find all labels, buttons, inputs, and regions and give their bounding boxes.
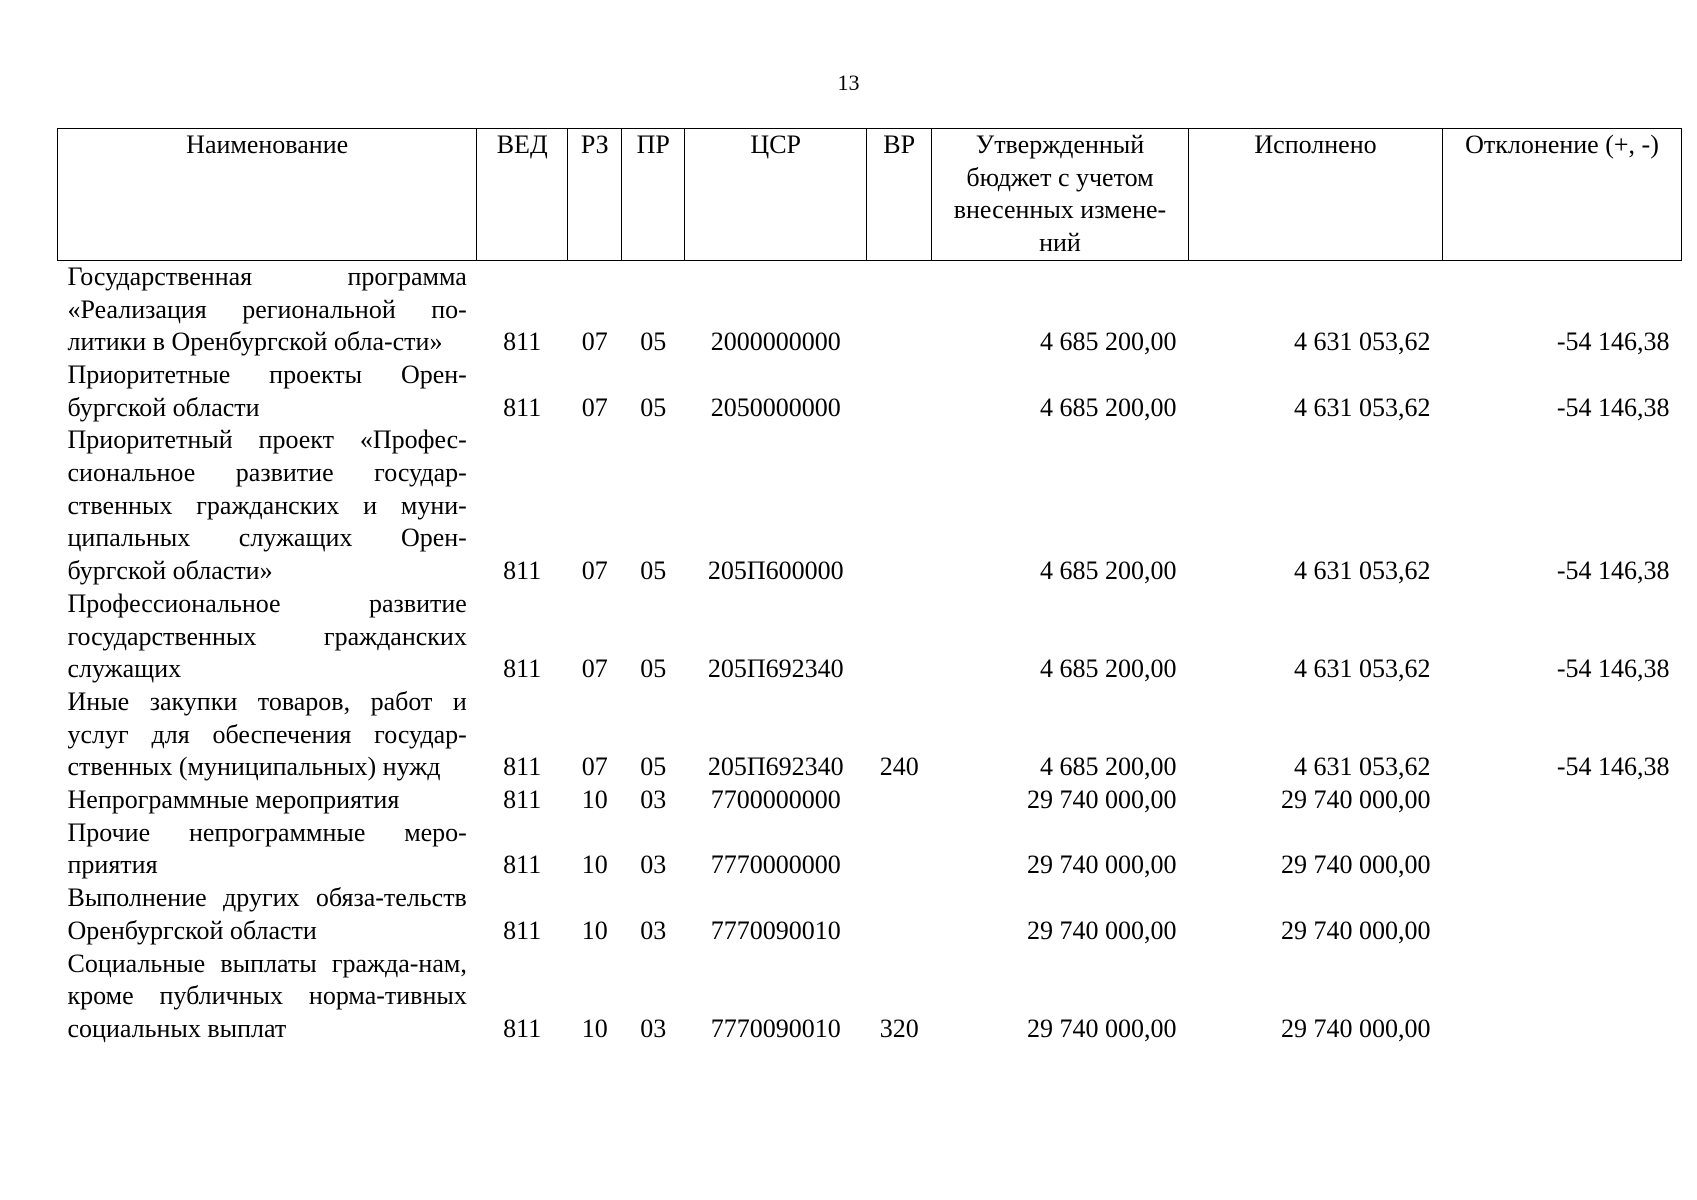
row-csr: 2050000000 bbox=[710, 392, 841, 422]
row-name: Приоритетные проекты Орен-бургской области bbox=[67, 359, 467, 422]
row-rz: 07 bbox=[581, 556, 608, 586]
row-csr: 7770000000 bbox=[710, 850, 841, 880]
row-ved: 811 bbox=[503, 654, 542, 684]
row-name: Государственная программа «Реализация региональной по-литики в Оренбургской обла-сти» bbox=[67, 261, 467, 357]
header-ved: ВЕД bbox=[477, 129, 568, 261]
header-executed: Исполнено bbox=[1189, 129, 1443, 261]
row-name: Иные закупки товаров, работ и услуг для обеспечения государ-ственных (муниципальных) нужд bbox=[67, 686, 467, 782]
header-name: Наименование bbox=[58, 129, 477, 261]
row-approved: 4 685 200,00 bbox=[1040, 654, 1177, 684]
row-rz: 10 bbox=[581, 850, 608, 880]
row-name: Социальные выплаты гражда-нам, кроме публичных норма-тивных социальных выплат bbox=[67, 948, 467, 1043]
table-row bbox=[58, 359, 1682, 424]
row-pr: 05 bbox=[640, 327, 667, 357]
row-deviation: -54 146,38 bbox=[1556, 752, 1670, 782]
page-number: 13 bbox=[837, 70, 860, 95]
row-vr bbox=[867, 882, 932, 947]
row-approved: 4 685 200,00 bbox=[1040, 327, 1177, 357]
table-row bbox=[58, 588, 1682, 686]
row-ved: 811 bbox=[503, 915, 542, 945]
row-pr: 03 bbox=[640, 1013, 667, 1043]
row-ved: 811 bbox=[503, 1013, 542, 1043]
row-executed: 4 631 053,62 bbox=[1294, 327, 1431, 357]
row-vr bbox=[867, 588, 932, 686]
row-ved: 811 bbox=[503, 785, 542, 815]
row-csr: 205П692340 bbox=[707, 752, 844, 782]
row-vr bbox=[867, 817, 932, 882]
row-rz: 07 bbox=[581, 327, 608, 357]
row-deviation: -54 146,38 bbox=[1556, 556, 1670, 586]
row-csr: 7700000000 bbox=[710, 785, 841, 815]
header-approved: Утвержденный бюджет с учетом внесенных измене-ний bbox=[931, 129, 1188, 261]
row-vr bbox=[867, 260, 932, 359]
table-row bbox=[58, 686, 1682, 784]
header-deviation: Отклонение (+, -) bbox=[1443, 129, 1682, 261]
row-rz: 10 bbox=[581, 915, 608, 945]
row-name: Выполнение других обяза-тельств Оренбургской области bbox=[67, 883, 467, 945]
row-ved: 811 bbox=[503, 850, 542, 880]
row-rz: 07 bbox=[581, 654, 608, 684]
row-ved: 811 bbox=[503, 327, 542, 357]
row-vr bbox=[867, 359, 932, 424]
row-rz: 10 bbox=[581, 785, 608, 815]
budget-execution-table bbox=[57, 128, 1682, 1046]
row-executed: 29 740 000,00 bbox=[1281, 915, 1431, 945]
row-csr: 205П600000 bbox=[707, 556, 844, 586]
row-approved: 4 685 200,00 bbox=[1040, 752, 1177, 782]
header-pr: ПР bbox=[622, 129, 685, 261]
row-approved: 4 685 200,00 bbox=[1040, 556, 1177, 586]
row-vr: 320 bbox=[879, 1013, 919, 1043]
table-row bbox=[58, 424, 1682, 588]
row-rz: 07 bbox=[581, 752, 608, 782]
row-deviation bbox=[1443, 948, 1682, 1046]
row-ved: 811 bbox=[503, 556, 542, 586]
row-approved: 4 685 200,00 bbox=[1040, 392, 1177, 422]
table-row bbox=[58, 817, 1682, 882]
row-pr: 03 bbox=[640, 785, 667, 815]
row-pr: 05 bbox=[640, 752, 667, 782]
row-ved: 811 bbox=[503, 392, 542, 422]
row-approved: 29 740 000,00 bbox=[1027, 1013, 1177, 1043]
row-deviation: -54 146,38 bbox=[1556, 327, 1670, 357]
row-executed: 4 631 053,62 bbox=[1294, 752, 1431, 782]
header-csr: ЦСР bbox=[684, 129, 866, 261]
row-pr: 05 bbox=[640, 392, 667, 422]
row-approved: 29 740 000,00 bbox=[1027, 850, 1177, 880]
row-deviation: -54 146,38 bbox=[1556, 392, 1670, 422]
row-name: Профессиональное развитие государственных гражданских служащих bbox=[67, 588, 467, 684]
row-executed: 29 740 000,00 bbox=[1281, 785, 1431, 815]
row-approved: 29 740 000,00 bbox=[1027, 915, 1177, 945]
row-deviation bbox=[1443, 817, 1682, 882]
row-executed: 29 740 000,00 bbox=[1281, 1013, 1431, 1043]
row-executed: 4 631 053,62 bbox=[1294, 392, 1431, 422]
row-vr bbox=[867, 784, 932, 817]
table-row bbox=[58, 260, 1682, 359]
row-executed: 29 740 000,00 bbox=[1281, 850, 1431, 880]
row-name: Непрограммные мероприятия bbox=[67, 785, 400, 815]
table-row bbox=[58, 948, 1682, 1046]
row-vr: 240 bbox=[879, 752, 919, 782]
row-deviation bbox=[1443, 882, 1682, 947]
row-pr: 05 bbox=[640, 654, 667, 684]
row-csr: 7770090010 bbox=[710, 915, 841, 945]
row-deviation bbox=[1443, 784, 1682, 817]
table-row bbox=[58, 784, 1682, 817]
header-vr: ВР bbox=[867, 129, 932, 261]
table-row bbox=[58, 882, 1682, 947]
row-pr: 03 bbox=[640, 850, 667, 880]
row-deviation: -54 146,38 bbox=[1556, 654, 1670, 684]
table-header-row bbox=[58, 129, 1682, 261]
row-rz: 10 bbox=[581, 1013, 608, 1043]
row-executed: 4 631 053,62 bbox=[1294, 654, 1431, 684]
row-ved: 811 bbox=[503, 752, 542, 782]
row-name: Приоритетный проект «Профес-сиональное развитие государ-ственных гражданских и муни-ципальных служащих Орен-бургской области» bbox=[67, 425, 467, 586]
row-csr: 205П692340 bbox=[707, 654, 844, 684]
row-executed: 4 631 053,62 bbox=[1294, 556, 1431, 586]
row-csr: 2000000000 bbox=[710, 327, 841, 357]
row-pr: 05 bbox=[640, 556, 667, 586]
row-name: Прочие непрограммные меро-приятия bbox=[67, 817, 467, 880]
header-rz: РЗ bbox=[568, 129, 622, 261]
row-approved: 29 740 000,00 bbox=[1027, 785, 1177, 815]
row-csr: 7770090010 bbox=[710, 1013, 841, 1043]
row-pr: 03 bbox=[640, 915, 667, 945]
row-rz: 07 bbox=[581, 392, 608, 422]
row-vr bbox=[867, 424, 932, 588]
